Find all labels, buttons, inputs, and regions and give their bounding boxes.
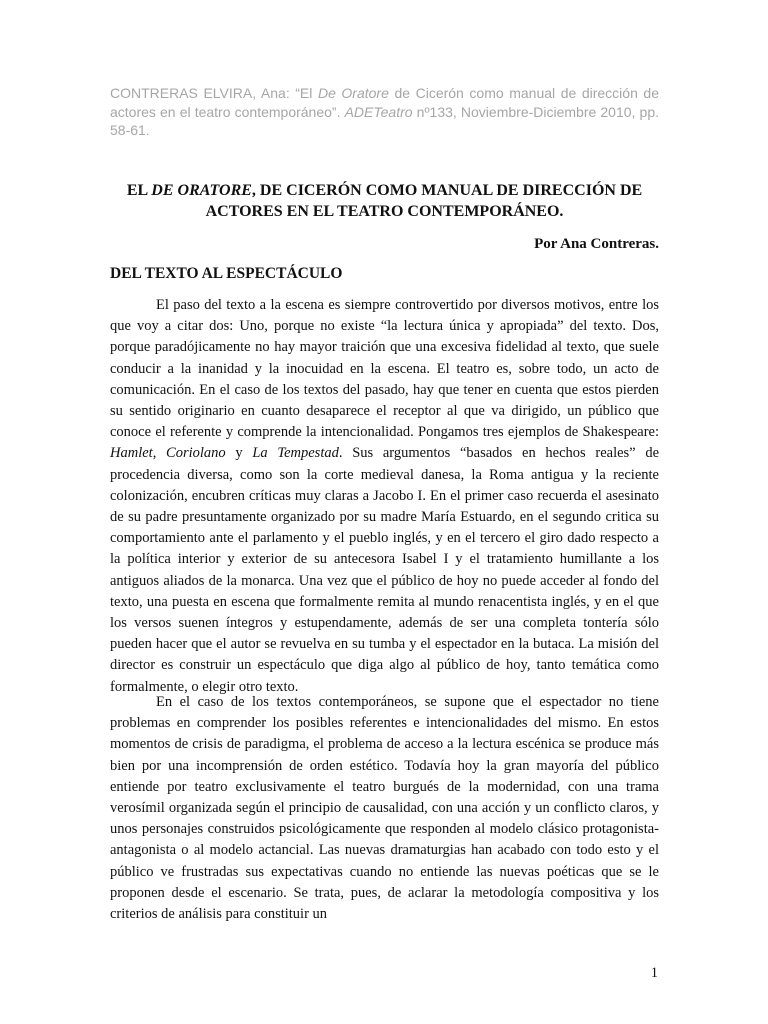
citation-text: de Cicerón como manual de dirección de actores en el teatro contemporáneo”. [110,85,659,120]
citation-work-title: De Oratore [317,85,389,101]
work-title-hamlet: Hamlet [110,445,153,462]
citation-text: nº133, Noviembre-Diciembre 2010, pp. 58-61. [110,103,659,138]
title-text: EL [126,182,152,199]
body-paragraph: En el caso de los textos contemporáneos, se supone que el espectador no tiene problemas en comprender los posibles referentes e intencionalidades del mismo. En estos momentos de crisis de paradigma, el problema de acceso a la lectura escénica se produce más bien por una incomprensión de orden estético. Todavía hoy la gran mayoría del público entiende por teatro exclusivamente el teatro burgués de la modernidad, con una trama verosímil organizada según el principio de causalidad, con una acción y un conflicto claros, y unos personajes construidos psicológicamente que responden al modelo clásico protagonista-antagonista o al modelo actancial. Las nuevas dramaturgias han acabado con todo esto y el público ve frustradas sus expectativas cuando no entiende las nuevas poéticas que se le proponen desde el escenario. Se trata, pues, de aclarar la metodología compositiva y los criterios de análisis para constituir un [110,694,659,923]
paragraph-text: El paso del texto a la escena es siempre controvertido por diversos motivos, entre los que voy a citar dos: Uno, porque no existe “la lectura única y apropiada” del texto. Dos, porque paradójicamente no hay mayor traición que una excesiva fidelidad al texto, que suele conducir a la inanidad y la inocuidad en la escena. El teatro es, sobre todo, un acto de comunicación. En el caso de los textos del pasado, hay que tener en cuenta que estos pierden su sentido originario en cuanto desaparece el receptor al que va dirigido, un público que conoce el referente y comprende la intencionalidad. Pongamos tres ejemplos de Shakespeare: [110,297,659,441]
author-byline: Por Ana Contreras. [534,236,659,252]
body-paragraph [110,295,659,698]
citation-text: CONTRERAS ELVIRA, Ana: “El [110,85,318,101]
paragraph-text: , [152,445,167,462]
work-title-tempestad: La Tempestad [252,445,339,462]
citation-reference [110,84,659,140]
title-italic-text: DE ORATORE [151,182,252,199]
citation-journal: ADETeatro [344,103,413,120]
work-title-coriolano: Coriolano [166,445,226,462]
title-text: , DE CICERÓN COMO MANUAL DE DIRECCIÓN DE ACTORES EN EL TEATRO CONTEMPORÁNEO. [205,182,643,220]
document-title [110,180,659,222]
paragraph-text: . Sus argumentos “basados en hechos reales” de procedencia diversa, como son la corte medieval danesa, la Roma antigua y la reciente colonización, encubren críticas muy claras a Jacobo I. En el primer caso recuerda el asesinato de su padre presuntamente organizado por su madre María Estuardo, en el segundo critica su comportamiento ante el parlamento y el pueblo inglés, y en el tercero el giro dado respecto a la política interior y exterior de su antecesora Isabel I y el tratamiento humillante a los antiguos aliados de la monarca. Una vez que el público de hoy no puede acceder al fondo del texto, una puesta en escena que formalmente remita al mundo renacentista inglés, y en el que los versos suenen íntegros y estupendamente, además de ser una completa tontería sólo pueden hacer que el autor se revuelva en su tumba y el espectador en la butaca. La misión del director es construir un espectáculo que diga algo al público de hoy, tanto temática como formalmente, o elegir otro texto. [110,445,660,695]
paragraph-text: y [225,445,253,462]
section-heading: DEL TEXTO AL ESPECTÁCULO [110,265,343,282]
page-number: 1 [650,965,658,981]
